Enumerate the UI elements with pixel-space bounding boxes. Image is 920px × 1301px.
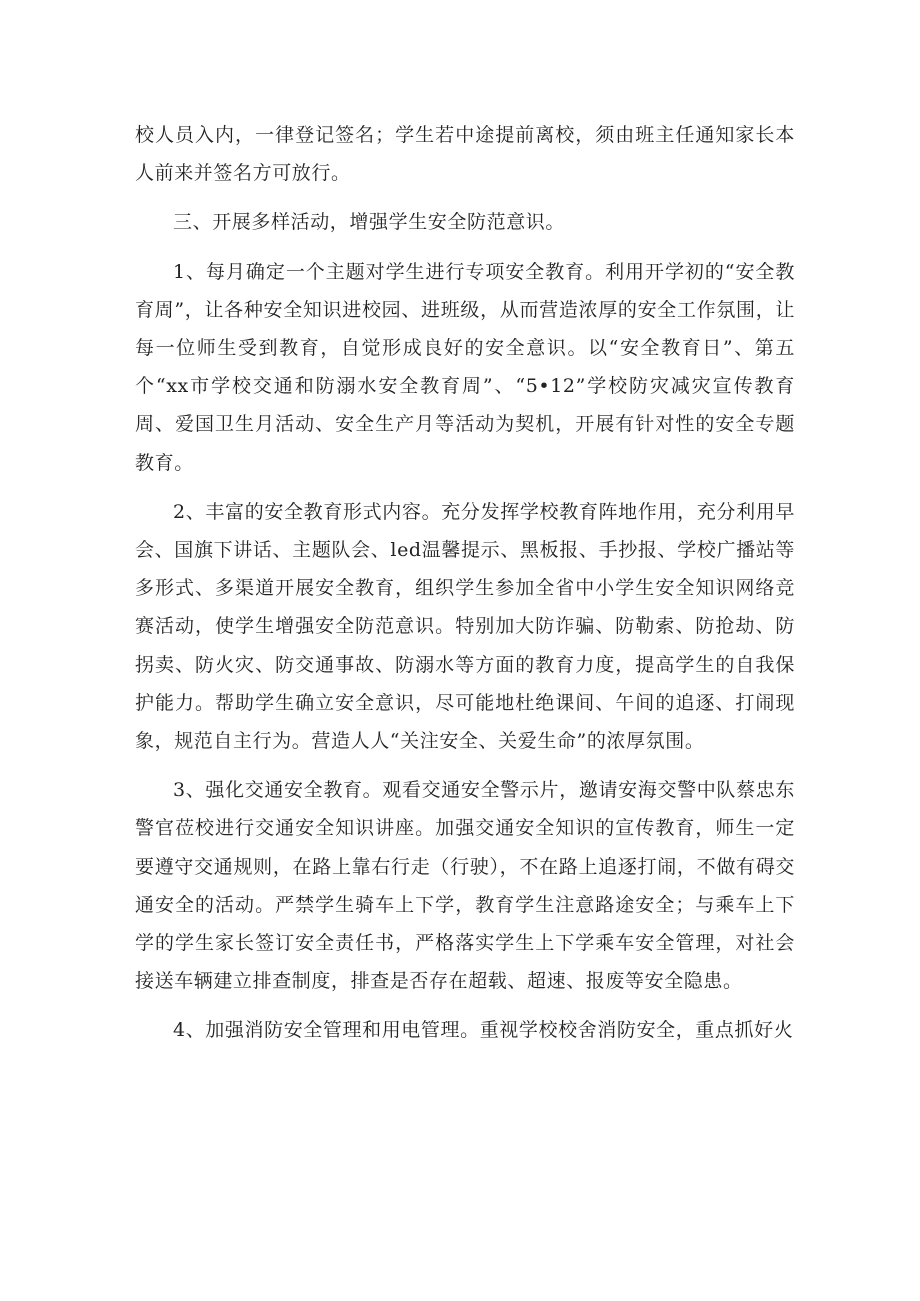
paragraph-continuation: 校人员入内，一律登记签名；学生若中途提前离校，须由班主任通知家长本人前来并签名方可放行。 <box>135 124 795 185</box>
paragraph-item-4: 4、加强消防安全管理和用电管理。重视学校校舍消防安全，重点抓好火 <box>173 1019 794 1042</box>
document-body <box>135 116 795 1061</box>
paragraph-item-2: 2、丰富的安全教育形式内容。充分发挥学校教育阵地作用，充分利用早会、国旗下讲话、主题队会、led温馨提示、黑板报、手抄报、学校广播站等多形式、多渠道开展安全教育，组织学生参加全省中小学生安全知识网络竞赛活动，使学生增强安全防范意识。特别加大防诈骗、防勒索、防抢劫、防拐卖、防火灾、防交通事故、防溺水等方面的教育力度，提高学生的自我保护能力。帮助学生确立安全意识，尽可能地杜绝课间、午间的追逐、打闹现象，规范自主行为。营造人人“关注安全、关爱生命”的浓厚氛围。 <box>135 500 795 753</box>
paragraph-item-3: 3、强化交通安全教育。观看交通安全警示片，邀请安海交警中队蔡忠东警官莅校进行交通安全知识讲座。加强交通安全知识的宣传教育，师生一定要遵守交通规则，在路上靠右行走（行驶），不在路上追逐打闹，不做有碍交通安全的活动。严禁学生骑车上下学，教育学生注意路途安全；与乘车上下学的学生家长签订安全责任书，严格落实学生上下学乘车安全管理，对社会接送车辆建立排查制度，排查是否存在超载、超速、报废等安全隐患。 <box>135 779 795 993</box>
section-heading: 三、开展多样活动，增强学生安全防范意识。 <box>173 211 566 234</box>
paragraph-item-1: 1、每月确定一个主题对学生进行专项安全教育。利用开学初的“安全教育周”，让各种安全知识进校园、进班级，从而营造浓厚的安全工作氛围，让每一位师生受到教育，自觉形成良好的安全意识。以“安全教育日”、第五个“xx市学校交通和防溺水安全教育周”、“5•12”学校防灾减灾宣传教育周、爱国卫生月活动、安全生产月等活动为契机，开展有针对性的安全专题教育。 <box>135 260 795 474</box>
